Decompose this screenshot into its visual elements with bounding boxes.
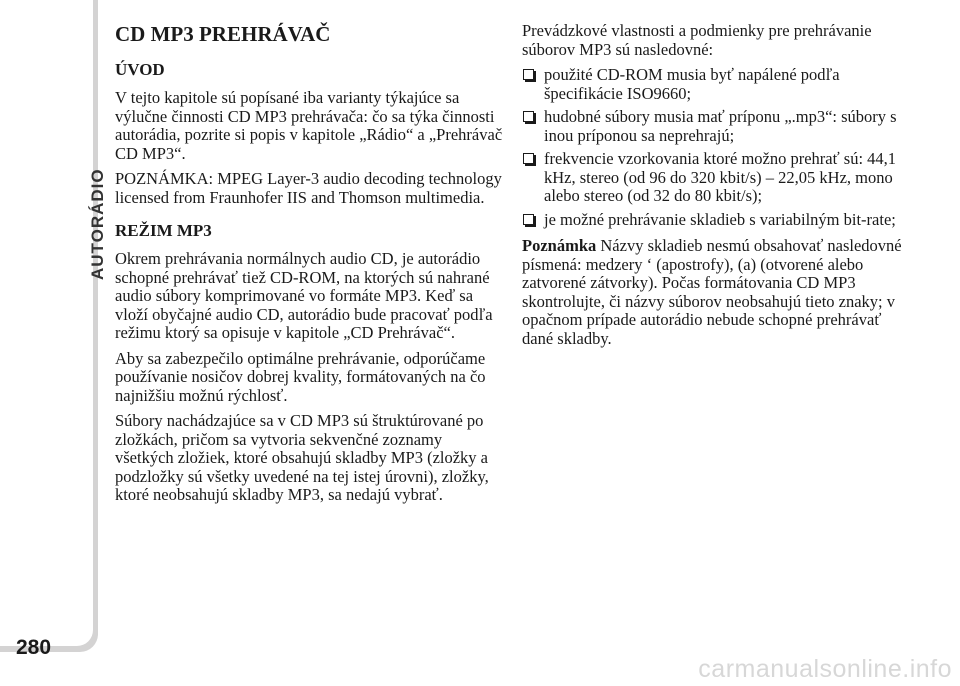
left-column — [115, 22, 503, 512]
side-tab — [0, 0, 93, 646]
right-column — [522, 22, 912, 355]
list-item-text: je možné prehrávanie skladieb s variabilným bit-rate; — [544, 209, 896, 229]
section-heading-intro: ÚVOD — [115, 60, 165, 79]
list-item-text: hudobné súbory musia mať príponu „.mp3“: súbory s inou príponou sa neprehrajú; — [544, 107, 897, 145]
paragraph: POZNÁMKA: MPEG Layer-3 audio decoding technology licensed from Fraunhofer IIS and Thomson multimedia. — [115, 169, 502, 207]
watermark: carmanualsonline.info — [698, 655, 952, 683]
section-label: AUTORÁDIO — [88, 168, 107, 280]
paragraph: Prevádzkové vlastnosti a podmienky pre prehrávanie súborov MP3 sú nasledovné: — [522, 21, 872, 59]
page-number: 280 — [16, 636, 52, 659]
checkbox-bullet-icon — [523, 69, 534, 80]
checkbox-bullet-icon — [523, 111, 534, 122]
note-paragraph — [522, 237, 912, 348]
checkbox-bullet-icon — [523, 214, 534, 225]
list-item — [522, 211, 912, 230]
paragraph: Súbory nachádzajúce sa v CD MP3 sú štruktúrované po zložkách, pričom sa vytvoria sekvenčné zoznamy všetkých zložiek, ktoré obsahujú skladby MP3 (zložky a podzložky sú všetky uvedené na tej istej úrovni), zložky, ktoré neobsahujú skladby MP3, sa nedajú vybrať. — [115, 411, 489, 504]
list-item-text: frekvencie vzorkovania ktoré možno prehrať sú: 44,1 kHz, stereo (od 96 do 320 kbit/s) – 22,05 kHz, mono alebo stereo (od 32 do 80 kbit/s); — [544, 149, 897, 205]
paragraph: Aby sa zabezpečilo optimálne prehrávanie, odporúčame používanie nosičov dobrej kvality, formátovaných na čo najnižšiu možnú rýchlosť. — [115, 348, 486, 405]
note-text: Názvy skladieb nesmú obsahovať nasledovné písmená: medzery ‘ (apostrofy), (a) (otvorené alebo zatvorené zátvorky). Počas formátovania CD MP3 skontrolujte, či názvy súborov neobsahujú tieto znaky; v opačnom prípade autorádio nebude schopné prehrávať dané skladby. — [522, 236, 902, 348]
list-item — [522, 108, 912, 145]
page-title: CD MP3 PREHRÁVAČ — [115, 22, 331, 46]
bullet-list — [522, 66, 912, 229]
note-label: Poznámka — [522, 236, 597, 255]
list-item — [522, 150, 912, 206]
list-item-text: použité CD-ROM musia byť napálené podľa špecifikácie ISO9660; — [544, 65, 840, 103]
paragraph: Okrem prehrávania normálnych audio CD, je autorádio schopné prehrávať tiež CD-ROM, na ktorých sú nahrané audio súbory komprimované vo formáte MP3. Keď sa vloží obyčajné audio CD, autorádio bude pracovať podľa režimu ktorý sa opisuje v kapitole „CD Prehrávač“. — [115, 249, 493, 342]
list-item — [522, 66, 912, 103]
checkbox-bullet-icon — [523, 153, 534, 164]
paragraph: V tejto kapitole sú popísané iba varianty týkajúce sa výlučne činnosti CD MP3 prehrávača: čo sa týka činnosti autorádia, pozrite si popis v kapitole „Rádio“ a „Prehrávač CD MP3“. — [115, 88, 503, 163]
section-heading-mp3-mode: REŽIM MP3 — [115, 221, 212, 240]
